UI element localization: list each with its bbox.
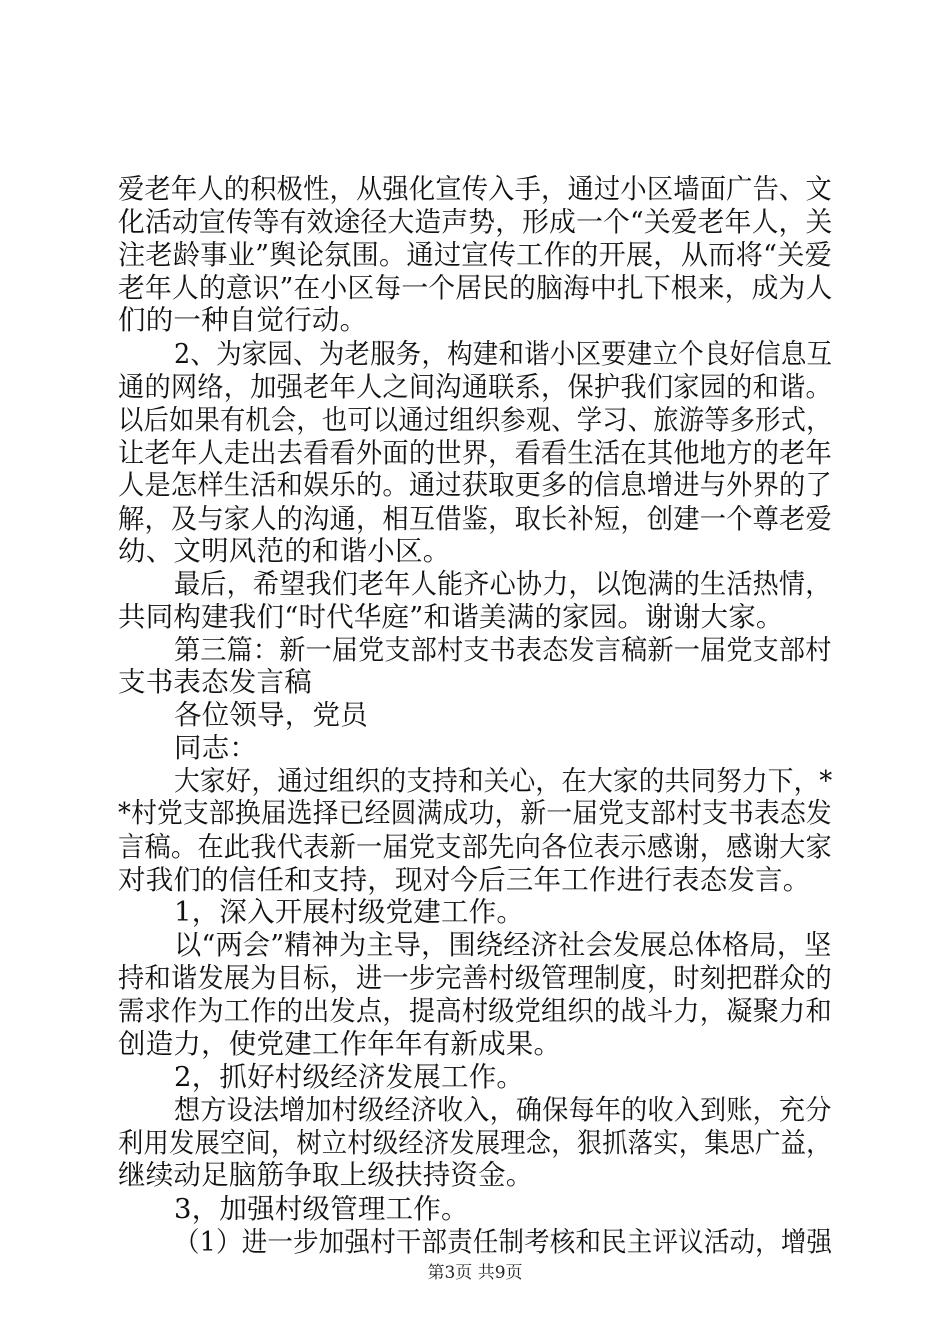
text-line: 对我们的信任和支持，现对今后三年工作进行表态发言。: [118, 864, 811, 896]
text-line: 共同构建我们“时代华庭”和谐美满的家园。谢谢大家。: [118, 601, 784, 633]
text-line: 需求作为工作的出发点，提高村级党组织的战斗力，凝聚力和: [118, 995, 832, 1027]
text-line: 2，抓好村级经济发展工作。: [174, 1061, 525, 1093]
text-line: 支书表态发言稿: [118, 666, 312, 698]
text-line: 最后，希望我们老年人能齐心协力，以饱满的生活热情，: [174, 568, 832, 600]
text-line: 大家好，通过组织的支持和关心，在大家的共同努力下，*: [174, 765, 833, 797]
text-line: 人是怎样生活和娱乐的。通过获取更多的信息增进与外界的了: [118, 469, 832, 501]
text-line: 各位领导，党员: [174, 699, 368, 731]
text-line: 同志：: [174, 732, 258, 764]
text-line: （1）进一步加强村干部责任制考核和民主评议活动，增强: [174, 1226, 833, 1258]
text-line: 以后如果有机会，也可以通过组织参观、学习、旅游等多形式，: [118, 404, 832, 436]
page-footer: 第3页 共9页: [427, 1263, 523, 1283]
text-line: 解，及与家人的沟通，相互借鉴，取长补短，创建一个尊老爱: [118, 503, 832, 535]
text-line: 言稿。在此我代表新一届党支部先向各位表示感谢，感谢大家: [118, 831, 832, 863]
text-line: 想方设法增加村级经济收入，确保每年的收入到账，充分: [174, 1094, 832, 1126]
text-line: *村党支部换届选择已经圆满成功，新一届党支部村支书表态发: [118, 797, 832, 829]
text-line: 爱老年人的积极性，从强化宣传入手，通过小区墙面广告、文: [118, 173, 832, 205]
text-line: 持和谐发展为目标，进一步完善村级管理制度，时刻把群众的: [118, 962, 832, 994]
text-line: 2、为家园、为老服务，构建和谐小区要建立个良好信息互: [174, 338, 833, 370]
text-line: 以“两会”精神为主导，围绕经济社会发展总体格局，坚: [174, 929, 832, 961]
text-line: 让老年人走出去看看外面的世界，看看生活在其他地方的老年: [118, 437, 832, 469]
text-line: 注老龄事业”舆论氛围。通过宣传工作的开展，从而将“关爱: [118, 239, 833, 271]
text-line: 第三篇：新一届党支部村支书表态发言稿新一届党支部村: [174, 634, 832, 666]
text-line: 创造力，使党建工作年年有新成果。: [118, 1028, 562, 1060]
text-line: 3，加强村级管理工作。: [174, 1193, 469, 1225]
text-line: 化活动宣传等有效途径大造声势，形成一个“关爱老年人，关: [118, 206, 833, 238]
text-line: 幼、文明风范的和谐小区。: [118, 535, 451, 567]
text-line: 通的网络，加强老年人之间沟通联系，保护我们家园的和谐。: [118, 371, 832, 403]
text-line: 老年人的意识”在小区每一个居民的脑海中扎下根来，成为人: [118, 272, 833, 304]
text-line: 利用发展空间，树立村级经济发展理念，狠抓落实，集思广益，: [118, 1127, 832, 1159]
text-line: 1，深入开展村级党建工作。: [174, 896, 525, 928]
text-line: 继续动足脑筋争取上级扶持资金。: [118, 1159, 534, 1191]
text-line: 们的一种自觉行动。: [118, 304, 368, 336]
